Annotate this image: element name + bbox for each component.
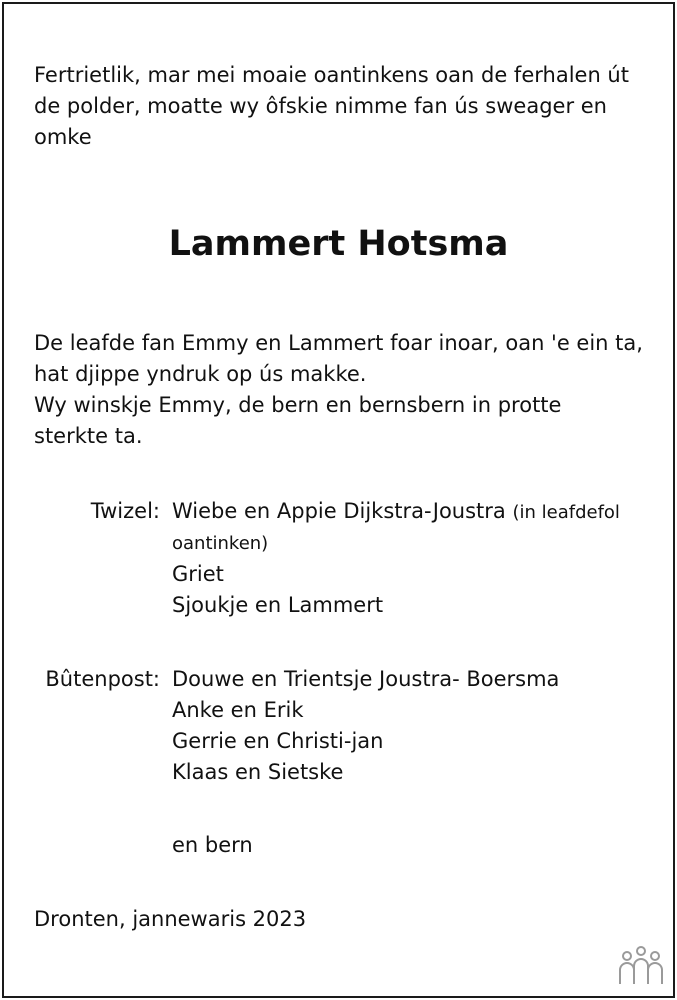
relatives-butenpost: [172, 664, 559, 788]
place-date: Dronten, jannewaris 2023: [34, 907, 307, 931]
relative-line: Sjoukje en Lammert: [172, 593, 384, 617]
message-line: hat djippe yndruk op ús makke.: [34, 362, 367, 386]
message-line: sterkte ta.: [34, 424, 143, 448]
intro-text: [34, 60, 629, 153]
intro-line: omke: [34, 125, 92, 149]
and-children: en bern: [172, 833, 253, 857]
message-text: [34, 328, 643, 452]
intro-line: de polder, moatte wy ôfskie nimme fan ús sweager en: [34, 94, 607, 118]
relative-line: [172, 496, 620, 528]
relatives-twizel: [172, 496, 620, 621]
relative-line: Griet: [172, 562, 224, 586]
relative-name: Wiebe en Appie Dijkstra-Joustra: [172, 499, 506, 523]
relative-note: (in leafdefol: [512, 502, 620, 523]
intro-line: Fertrietlik, mar mei moaie oantinkens oan de ferhalen út: [34, 63, 629, 87]
people-group-icon: [617, 944, 665, 986]
place-label-twizel: Twizel:: [90, 499, 160, 523]
relative-line: Anke en Erik: [172, 698, 304, 722]
deceased-name: Lammert Hotsma: [168, 224, 509, 264]
message-line: Wy winskje Emmy, de bern en bernsbern in protte: [34, 393, 562, 417]
relative-line: Douwe en Trientsje Joustra- Boersma: [172, 667, 560, 691]
message-line: De leafde fan Emmy en Lammert foar inoar, oan 'e ein ta,: [34, 331, 643, 355]
relative-note-continued: oantinken): [172, 533, 269, 554]
place-label-butenpost: Bûtenpost:: [45, 667, 160, 691]
relative-line: Klaas en Sietske: [172, 760, 344, 784]
relative-line: Gerrie en Christi-jan: [172, 729, 384, 753]
